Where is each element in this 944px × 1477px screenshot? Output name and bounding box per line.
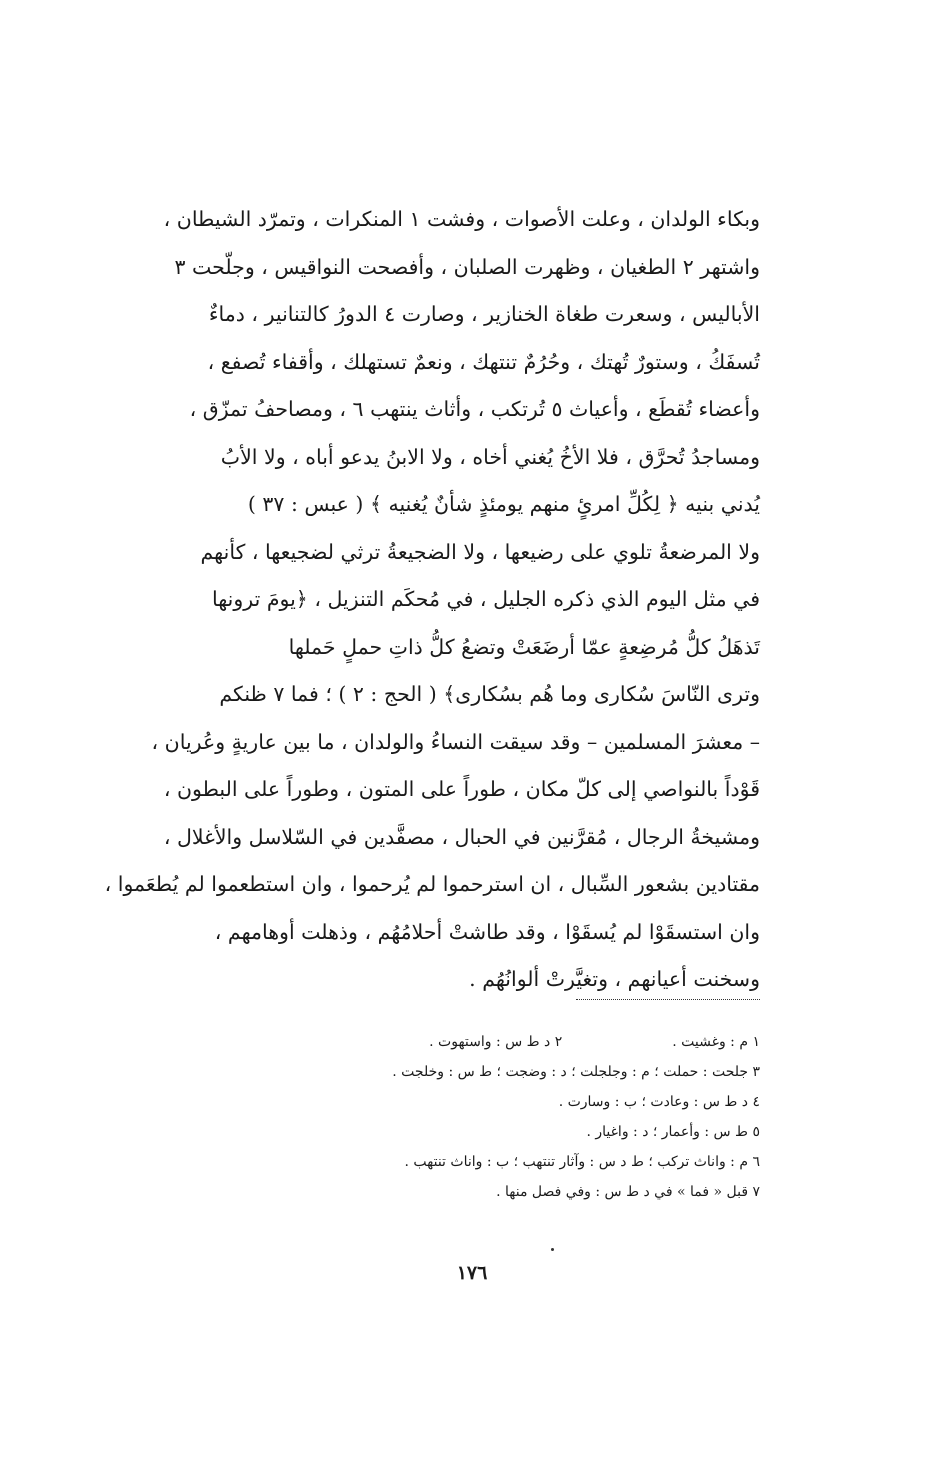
text-line: ومشيخةُ الرجال ، مُقرَّنين في الحبال ، مصفَّدين في السّلاسل والأغلال ، bbox=[163, 824, 760, 849]
footnote-1: ١ م : وغشيت . bbox=[672, 1034, 760, 1050]
text-line: – معشرَ المسلمين – وقد سيقت النساءُ والولدان ، ما بين عاريةٍ وعُريان ، bbox=[151, 729, 760, 754]
text-line: الأباليس ، وسعرت طغاة الخنازير ، وصارت ٤ الدورُ كالتنانير ، دماءٌ bbox=[208, 302, 760, 326]
text-line: ومساجدُ تُحرَّق ، فلا الأخُ يُغني أخاه ، ولا الابنُ يدعو أباه ، ولا الأبُ bbox=[220, 444, 760, 469]
text-line: وبكاء الولدان ، وعلت الأصوات ، وفشت ١ المنكرات ، وتمرّد الشيطان ، bbox=[163, 207, 760, 231]
text-line: تَذهَلُ كلُّ مُرضِعةٍ عمّا أرضَعَتْ وتضعُ كلُّ ذاتِ حملٍ حَملها bbox=[288, 634, 760, 659]
footnote-4: ٤ د ط س : وعادت ؛ ب : وسارت . bbox=[558, 1094, 760, 1110]
page-number: ١٧٦ bbox=[456, 1262, 488, 1284]
text-line: وسخنت أعيانهم ، وتغيَّرتْ ألوانُهُم . bbox=[469, 967, 760, 991]
text-line: واشتهر ٢ الطغيان ، وظهرت الصلبان ، وأفصحت النواقيس ، وجلّحت ٣ bbox=[174, 254, 760, 279]
main-text bbox=[104, 196, 760, 1004]
text-line: وترى النّاسَ سُكارى وما هُم بسُكارى﴾ ( الحج : ٢ ) ؛ فما ٧ ظنكم bbox=[219, 682, 760, 706]
text-line: مقتادين بشعور السِّبال ، ان استرحموا لم يُرحموا ، وان استطعموا لم يُطعَموا ، bbox=[104, 872, 760, 896]
footnote-row bbox=[180, 1027, 760, 1057]
footnote-divider bbox=[576, 999, 760, 1000]
text-line: قَوْداً بالنواصي إلى كلّ مكان ، طوراً على المتون ، وطوراً على البطون ، bbox=[163, 777, 760, 801]
scan-speck bbox=[551, 1248, 554, 1251]
text-line: وأعضاء تُقطَع ، وأعياث ٥ تُرتكب ، وأثاث ينتهب ٦ ، ومصاحفُ تمزّق ، bbox=[189, 397, 760, 421]
footnote-3: ٣ جلحت : حملت ؛ م : وجلجلت ؛ د : وضجت ؛ ط س : وخلجت . bbox=[392, 1064, 760, 1080]
text-line: وان استسقَوْا لم يُسقَوْا ، وقد طاشتْ أحلامُهُم ، وذهلت أوهامهم ، bbox=[214, 919, 760, 944]
footnote-7: ٧ قبل « فما » في د ط س : وفي فصل منها . bbox=[496, 1184, 760, 1200]
text-line: يُدني بنيه ﴿ لِكُلِّ امرئٍ منهم يومئذٍ شأنٌ يُغنيه ﴾ ( عبس : ٣٧ ) bbox=[247, 492, 760, 516]
footnotes bbox=[180, 1027, 760, 1207]
footnote-2: ٢ د ط س : واستهوت . bbox=[429, 1034, 563, 1050]
footnote-5: ٥ ط س : وأعمار ؛ د : واغيار . bbox=[586, 1124, 760, 1140]
text-line: تُسفَكُ ، وستورٌ تُهتك ، وحُرُمٌ تنتهك ، ونعمٌ تستهلك ، وأقفاء تُصفع ، bbox=[207, 349, 760, 374]
footnote-6: ٦ م : واناث تركب ؛ ط د س : وآثار تنتهب ؛ ب : واناث تنتهب . bbox=[404, 1154, 760, 1170]
text-line: في مثل اليوم الذي ذكره الجليل ، في مُحكَم التنزيل ، ﴿يومَ ترونها bbox=[211, 587, 760, 611]
text-line: ولا المرضعةُ تلوي على رضيعها ، ولا الضجيعةُ ترثي لضجيعها ، كأنهم bbox=[200, 539, 760, 564]
